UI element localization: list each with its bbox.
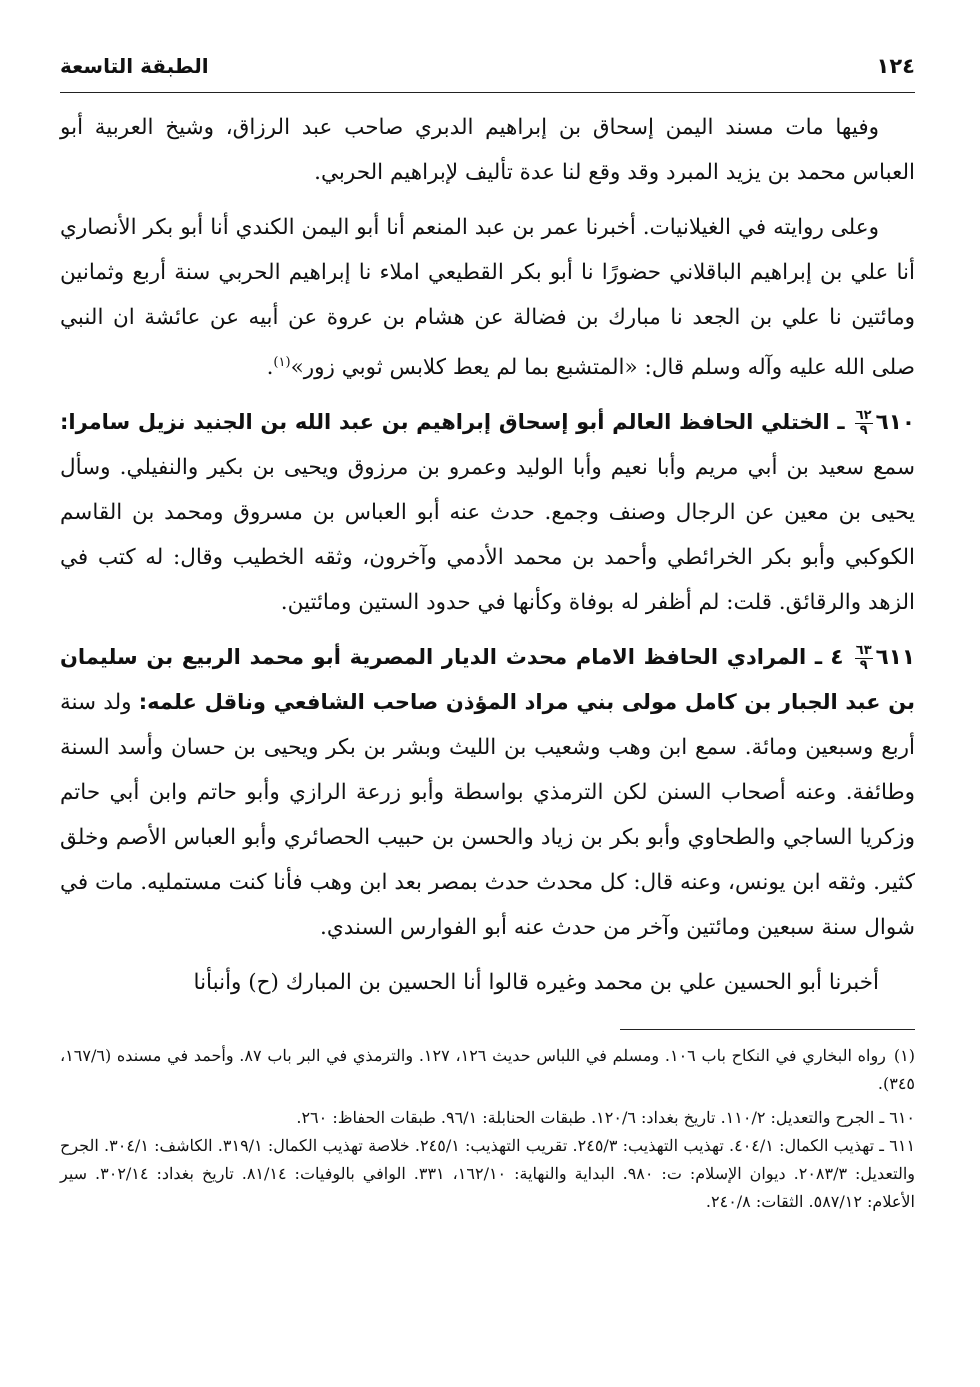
biography-entry: [60, 400, 915, 625]
entry-text: ولد سنة أربع وسبعين ومائة. سمع ابن وهب وشعيب بن الليث وبشر بن بكر ويحيى بن حسان وأسد السنة وطائفة. وعنه أصحاب السنن لكن الترمذي بواسطة وأبو زرعة الرازي وأبو حاتم وابن أبي حاتم وزكريا الساجي والطحاوي وأبو بكر بن زياد والحسن بن حبيب الحصائري وأبو العباس الأصم وخلق كثير. وثقه ابن يونس، وعنه قال: كل محدث حدث بمصر بعد ابن وهب فأنا كنت مستمليه. مات في شوال سنة سبعين ومائتين وآخر من حدث عنه أبو الفوارس السندي.: [60, 690, 915, 941]
paragraph-hadith-chain: [60, 205, 915, 390]
biography-entry: [60, 635, 915, 950]
book-page: [60, 40, 915, 1350]
footnote: [60, 1042, 915, 1098]
paragraph-text: وعلى روايته في الغيلانيات. أخبرنا عمر بن عبد المنعم أنا أبو اليمن الكندي أنا أبو بكر الأنصاري أنا علي بن إبراهيم الباقلاني حضورًا نا أبو بكر القطيعي املاء نا إبراهيم الحربي سنة أربع وثمانين ومائتين نا علي بن الجعد نا مبارك بن فضالة عن هشام بن عروة عن أبيه عن عائشة ان النبي صلى الله عليه وآله وسلم قال: «المتشبع بما لم يعط كلابس ثوبي زور»: [60, 215, 915, 381]
paragraph-text: وفيها مات مسند اليمن إسحاق بن إبراهيم الدبري صاحب عبد الرزاق، وشيخ العربية أبو العباس محمد بن يزيد المبرد وقد وقع لنا عدة تأليف لإبراهيم الحربي.: [60, 115, 915, 185]
footnote-reference: (١): [273, 355, 291, 370]
paragraph-text: أخبرنا أبو الحسين علي بن محمد وغيره قالوا أنا الحسين بن المبارك (ح) وأنبأنا: [193, 970, 879, 996]
page-number: ١٢٤: [876, 54, 915, 78]
footnote-text: رواه البخاري في النكاح باب ١٠٦. ومسلم في اللباس حديث ١٢٦، ١٢٧. والترمذي في البر باب ٨٧. وأحمد في مسنده (١٦٧/٦، ٣٤٥).: [60, 1046, 915, 1094]
entry-number: ٦١٠: [875, 410, 915, 436]
entry-number: ٦١١: [875, 645, 916, 671]
entry-fraction: [855, 409, 873, 438]
fraction-denominator: ٩: [859, 657, 868, 673]
footnote-mark: (١): [893, 1046, 916, 1066]
page-header: [60, 40, 915, 93]
fraction-numerator: ٦٢: [855, 407, 872, 423]
fraction-denominator: ٩: [859, 422, 868, 438]
entry-text: سمع سعيد بن أبي مريم وأبا نعيم وأبا الوليد وعمرو بن مرزوق ويحيى بن بكير والنفيلي. وسأل يحيى بن معين عن الرجال وصنف وجمع. حدث عنه أبو العباس بن مسروق ومحمد بن القاسم الكوكبي وأبو بكر الخرائطي وأحمد بن محمد الأدمي وآخرون، وثقه الخطيب وقال: له كتب في الزهد والرقائق. قلت: لم أظفر له بوفاة وكأنها في حدود الستين ومائتين.: [60, 455, 915, 616]
entry-fraction: [855, 644, 873, 673]
paragraph-continuation: [60, 960, 915, 1005]
entry-heading: ـ المرادي الحافظ الامام محدث الديار المصرية أبو محمد الربيع بن سليمان بن عبد الجبار بن كامل مولى بني مراد المؤذن صاحب الشافعي وناقل علمه:: [60, 645, 915, 715]
footnotes: [60, 1042, 915, 1216]
main-text: [60, 105, 915, 1005]
running-title: الطبقة التاسعة: [60, 54, 209, 78]
entry-order: ٤: [830, 645, 844, 671]
source-reference: ٦١٠ ـ الجرح والتعديل: ١١٠/٢. تاريخ بغداد: ١٢٠/٦. طبقات الحنابلة: ٩٦/١. طبقات الحفاظ: ٢٦٠.: [296, 1108, 915, 1128]
paragraph-end: .: [266, 355, 274, 381]
paragraph-death-notice: [60, 105, 915, 195]
footnote-divider: [620, 1029, 915, 1030]
fraction-numerator: ٦٣: [855, 642, 872, 658]
entry-heading: ـ الختلي الحافظ العالم أبو إسحاق إبراهيم بن عبد الله بن الجنيد نزيل سامرا:: [60, 410, 845, 435]
source-reference: ٦١١ ـ تهذيب الكمال: ٤٠٤/١. تهذيب التهذيب: ٢٤٥/٣. تقريب التهذيب: ٢٤٥/١. خلاصة تهذيب الكمال: ٣١٩/١. الكاشف: ٣٠٤/١. الجرح والتعديل: ٢٠٨٣/٣. ديوان الإسلام: ت: ٩٨٠. البداية والنهاية: ١٦٢/١٠، ٣٣١. الوافي بالوفيات: ٨١/١٤. تاريخ بغداد: ٣٠٢/١٤. سير الأعلام: ٥٨٧/١٢. الثقات: ٢٤٠/٨.: [60, 1136, 916, 1212]
